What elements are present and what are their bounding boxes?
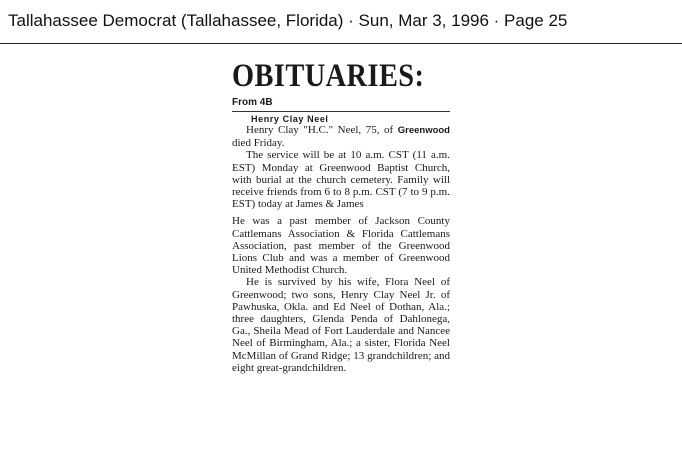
section-rule	[232, 111, 450, 112]
header-divider	[0, 43, 682, 44]
obituary-body	[232, 124, 450, 374]
section-headline: OBITUARIES:	[232, 58, 425, 94]
intro-text: Henry Clay "H.C." Neel, 75, of	[246, 124, 394, 136]
intro-paragraph	[232, 124, 450, 149]
intro-end: died Friday.	[232, 137, 285, 150]
newspaper-clipping	[228, 52, 454, 462]
intro-town: Greenwood	[397, 125, 450, 136]
publication-line: Tallahassee Democrat (Tallahassee, Florida) · Sun, Mar 3, 1996 · Page 25	[8, 11, 568, 30]
deceased-name: Henry Clay Neel	[251, 114, 329, 124]
page-header	[0, 0, 682, 44]
service-paragraph: The service will be at 10 a.m. CST (11 a.m. EST) Monday at Greenwood Baptist Church, with burial at the church cemetery. Family will receive friends from 6 to 8 p.m. CST (7 to 9 p.m. EST) today at James & James	[232, 149, 450, 211]
membership-paragraph: He was a past member of Jackson County Cattlemans Association & Florida Cattlemans Association, past member of the Greenwood Lions Club and was a member of Greenwood United Methodist Church.	[232, 215, 450, 277]
survivors-paragraph: He is survived by his wife, Flora Neel of Greenwood; two sons, Henry Clay Neel Jr. of Pawhuska, Okla. and Ed Neel of Dothan, Ala.; three daughters, Glenda Penda of Dahlonega, Ga., Sheila Mead of Fort Lauderdale and Nancee Neel of Birmingham, Ala.; a sister, Florida Neel McMillan of Grand Ridge; 13 grandchildren; and eight great-grandchildren.	[232, 276, 450, 374]
jump-line: From 4B	[232, 97, 273, 108]
